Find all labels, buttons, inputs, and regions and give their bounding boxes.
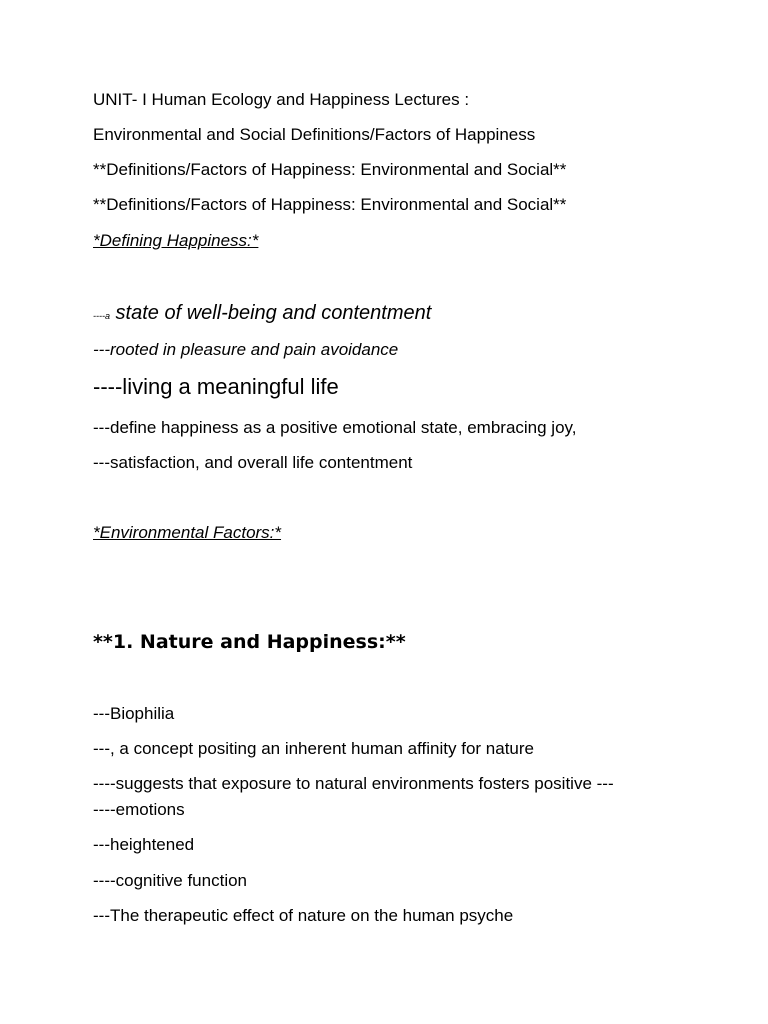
nature-line-5: ---heightened: [93, 835, 195, 854]
definition-line-4: ---define happiness as a positive emotional state, embracing joy,: [93, 418, 577, 437]
definition-line-3: ----living a meaningful life: [93, 374, 339, 399]
nature-line-4: ----emotions: [93, 800, 185, 819]
nature-line-2: ---, a concept positing an inherent human affinity for nature: [93, 739, 534, 758]
nature-line-7: ---The therapeutic effect of nature on the human psyche: [93, 906, 514, 925]
definition-line-1-prefix: ----a: [93, 311, 110, 321]
nature-happiness-heading: **1. Nature and Happiness:**: [93, 631, 406, 653]
nature-line-1: ---Biophilia: [93, 704, 175, 723]
definition-line-2: ---rooted in pleasure and pain avoidance: [93, 340, 399, 359]
definition-line-1-text: state of well-being and contentment: [110, 302, 432, 324]
environmental-factors-heading: *Environmental Factors:*: [93, 523, 282, 542]
nature-line-3: ----suggests that exposure to natural environments fosters positive ---: [93, 774, 614, 793]
nature-line-6: ----cognitive function: [93, 871, 248, 890]
defining-happiness-heading: *Defining Happiness:*: [93, 231, 259, 250]
unit-title: UNIT- I Human Ecology and Happiness Lectures :: [93, 90, 470, 109]
definition-line-5: ---satisfaction, and overall life contentment: [93, 453, 413, 472]
section-title-1: **Definitions/Factors of Happiness: Environmental and Social**: [93, 160, 567, 179]
section-title-2: **Definitions/Factors of Happiness: Environmental and Social**: [93, 195, 567, 214]
definition-line-1: [93, 300, 431, 329]
document-subtitle: Environmental and Social Definitions/Factors of Happiness: [93, 125, 536, 144]
